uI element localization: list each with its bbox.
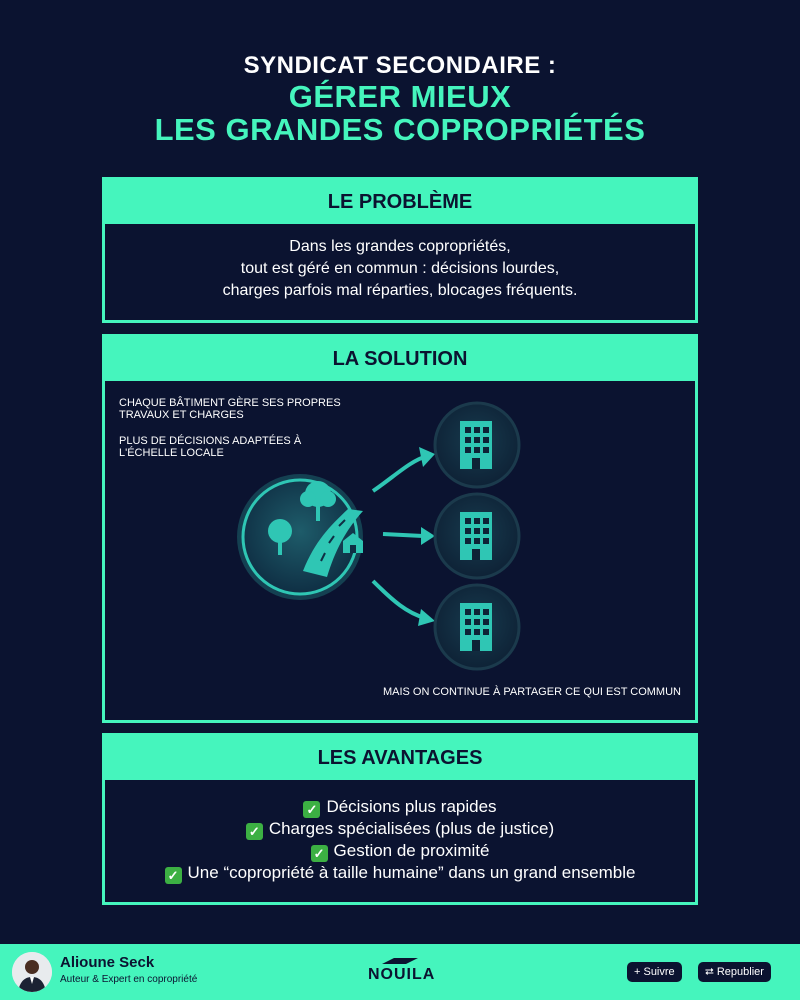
page-title xyxy=(0,52,800,146)
avatar[interactable] xyxy=(12,952,52,992)
check-icon: ✓ xyxy=(311,845,328,862)
brand-logo-icon xyxy=(380,957,420,966)
advantage-text: Gestion de proximité xyxy=(333,841,490,860)
avatar-photo xyxy=(12,952,52,992)
building-icon-2 xyxy=(435,494,519,578)
check-icon: ✓ xyxy=(303,801,320,818)
advantage-text: Charges spécialisées (plus de justice) xyxy=(268,819,555,838)
building-icon-3 xyxy=(435,585,519,669)
problem-line-3: charges parfois mal réparties, blocages fréquents. xyxy=(222,282,578,299)
brand-logo: NOUILA xyxy=(368,966,436,983)
building-icon-1 xyxy=(435,403,519,487)
advantage-item xyxy=(105,796,695,818)
problem-line-2: tout est géré en commun : décisions lourdes, xyxy=(240,260,560,277)
title-line-1: SYNDICAT SECONDAIRE : xyxy=(243,52,557,79)
solution-illustration xyxy=(105,381,695,720)
advantage-text: Une “copropriété à taille humaine” dans un grand ensemble xyxy=(187,863,636,882)
author-name[interactable]: Alioune Seck xyxy=(60,954,155,971)
title-line-2: GÉRER MIEUX xyxy=(288,79,512,114)
solution-heading: LA SOLUTION xyxy=(105,337,695,381)
footer-bar xyxy=(0,944,800,1000)
problem-heading: LE PROBLÈME xyxy=(105,180,695,224)
arrow-to-building-1 xyxy=(373,447,435,491)
arrow-to-building-3 xyxy=(373,581,435,626)
solution-note-1: CHAQUE BÂTIMENT GÈRE SES PROPRES TRAVAUX ET CHARGES xyxy=(119,397,341,421)
title-line-3: LES GRANDES COPROPRIÉTÉS xyxy=(154,112,646,147)
problem-body xyxy=(105,224,695,302)
follow-button[interactable]: + Suivre xyxy=(627,962,682,982)
advantage-item xyxy=(105,818,695,840)
check-icon: ✓ xyxy=(246,823,263,840)
advantage-text: Décisions plus rapides xyxy=(326,797,497,816)
solution-note-3: MAIS ON CONTINUE À PARTAGER CE QUI EST COMMUN xyxy=(382,686,681,698)
author-role: Auteur & Expert en copropriété xyxy=(60,974,198,985)
advantage-item xyxy=(105,840,695,862)
check-icon: ✓ xyxy=(165,867,182,884)
repost-button[interactable]: ⮂ Republier xyxy=(698,962,771,982)
advantages-card xyxy=(102,733,698,905)
solution-body xyxy=(105,381,695,720)
problem-line-1: Dans les grandes copropriétés, xyxy=(289,238,511,255)
advantage-item xyxy=(105,862,695,884)
arrow-to-building-2 xyxy=(383,527,435,545)
problem-card xyxy=(102,177,698,323)
central-estate-icon xyxy=(237,474,363,600)
advantages-heading: LES AVANTAGES xyxy=(105,736,695,780)
solution-card xyxy=(102,334,698,723)
advantages-list xyxy=(105,780,695,884)
solution-note-2: PLUS DE DÉCISIONS ADAPTÉES À L'ÉCHELLE LOCALE xyxy=(119,435,302,459)
